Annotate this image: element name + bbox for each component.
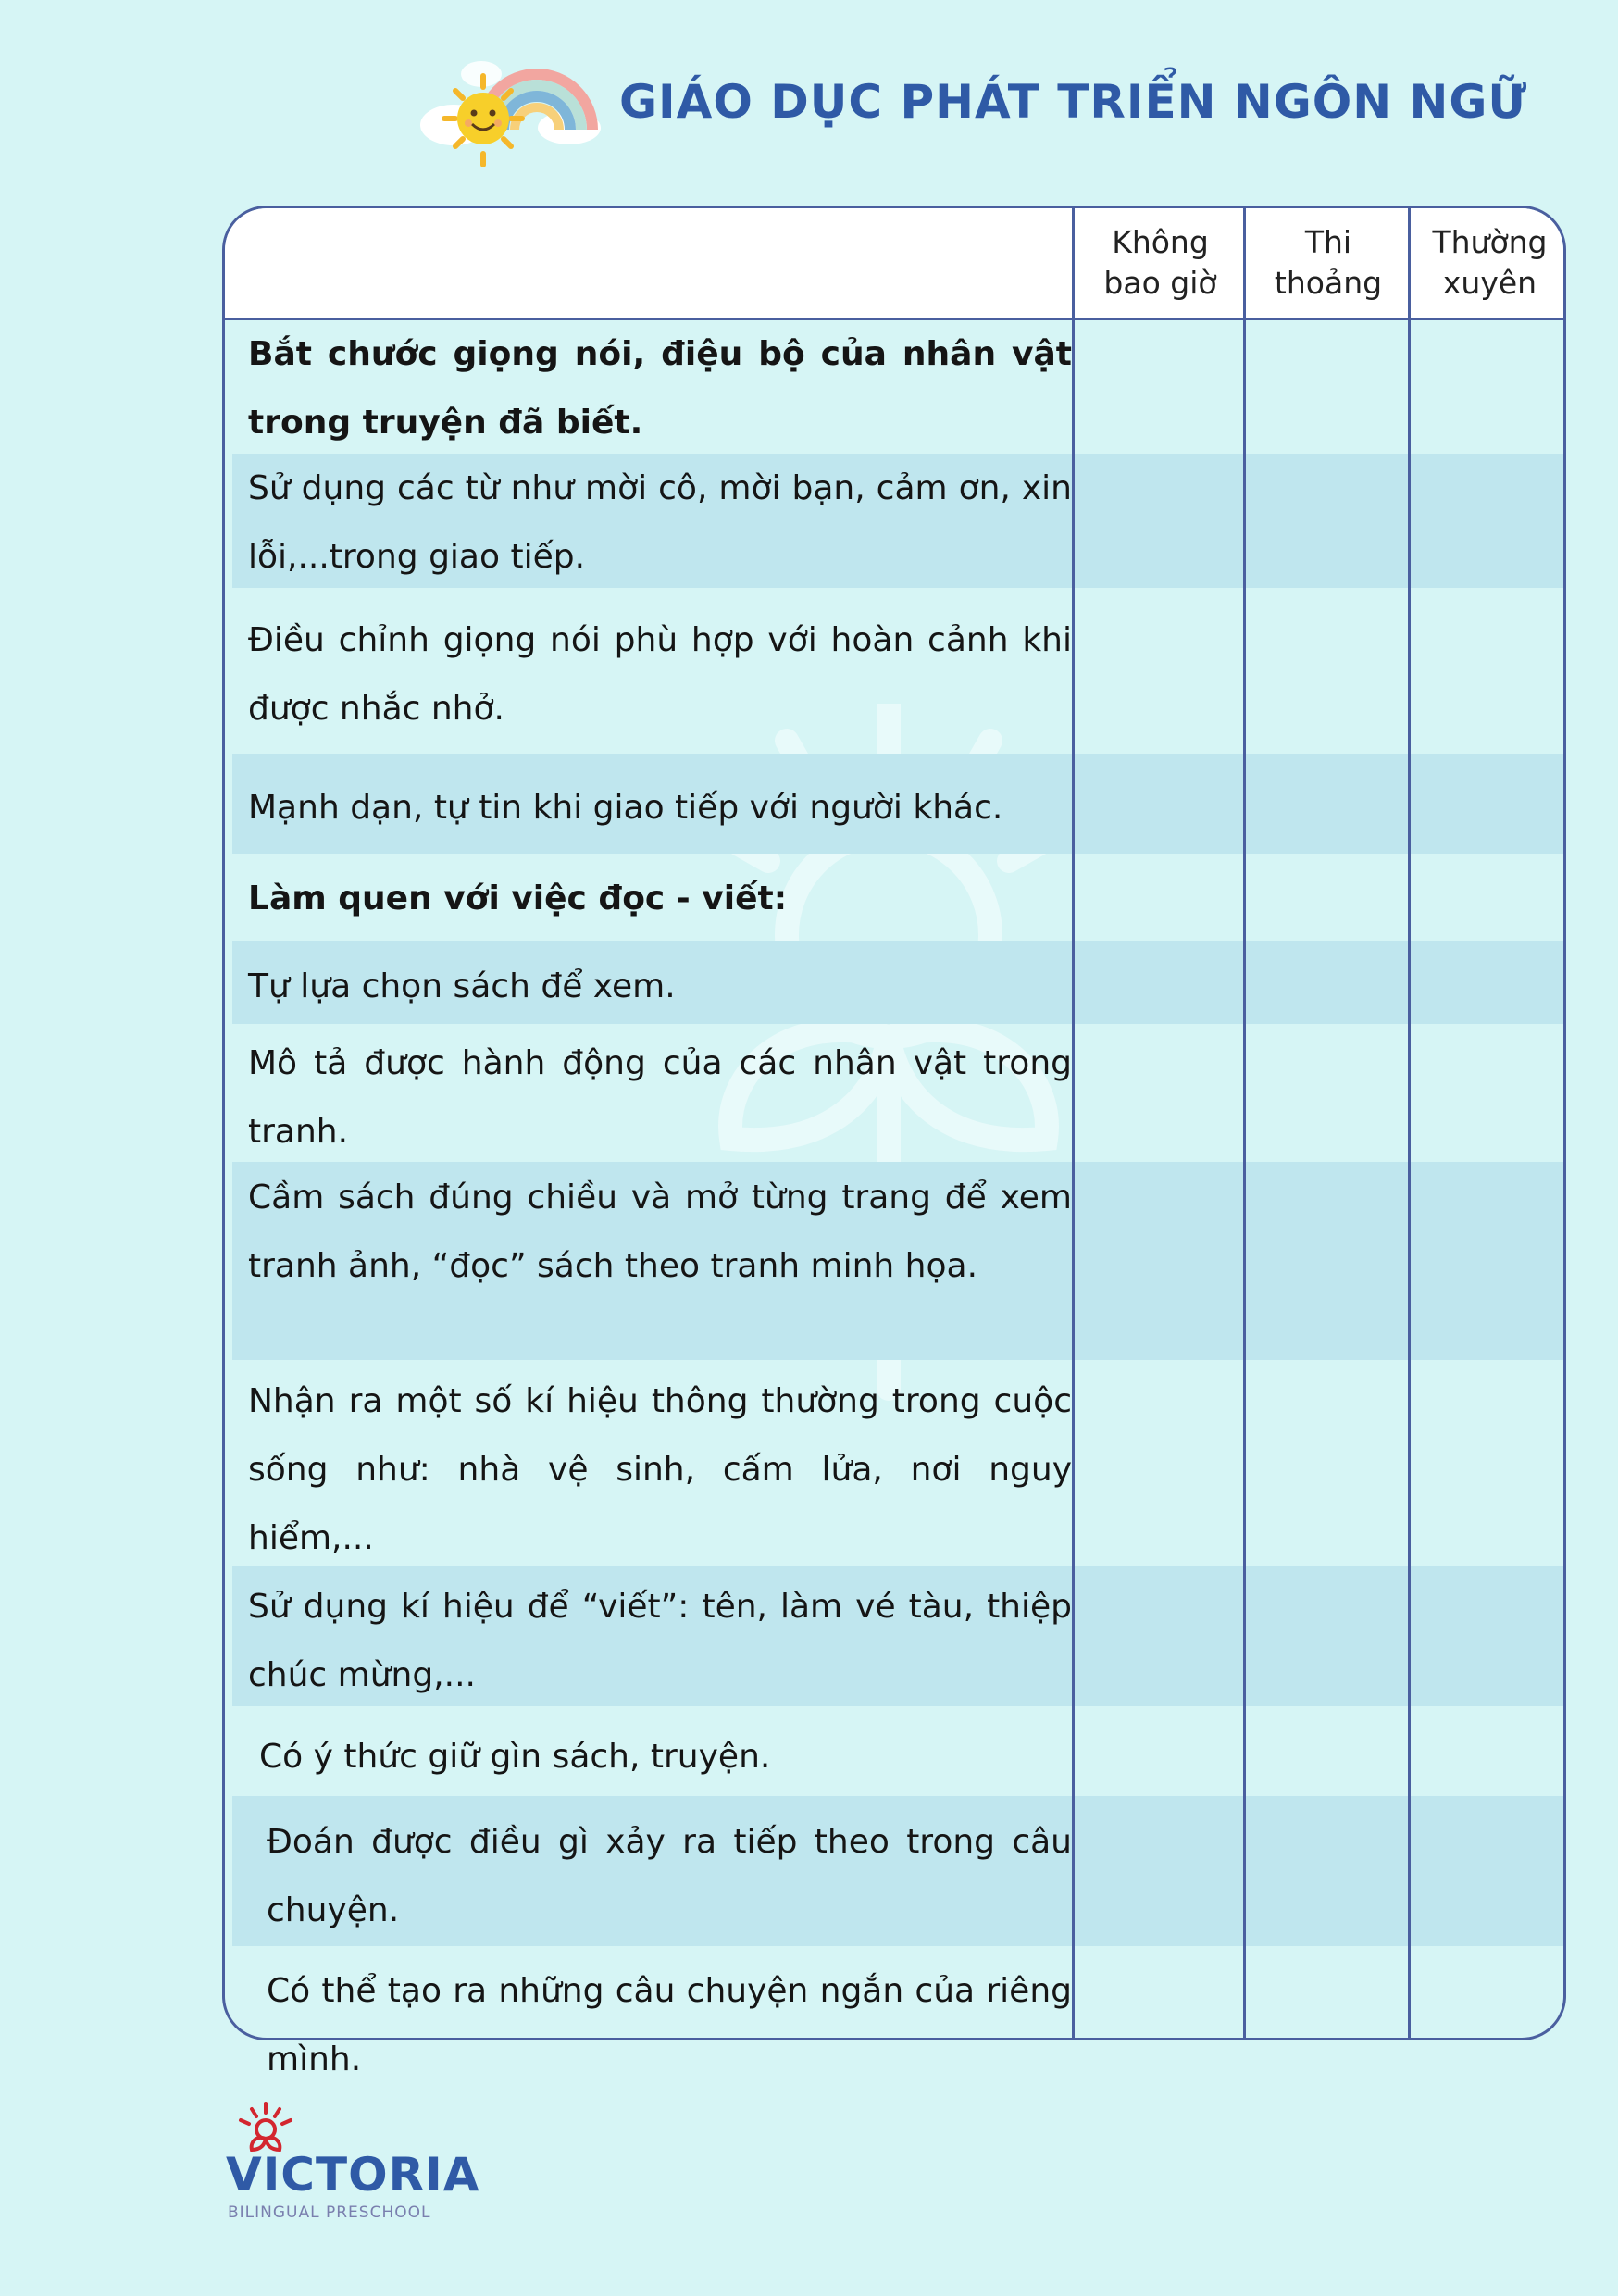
- page-title: GIÁO DỤC PHÁT TRIỂN NGÔN NGỮ: [619, 75, 1528, 129]
- row-label: Bắt chước giọng nói, điệu bộ của nhân vật trong truyện đã biết.: [248, 335, 1072, 442]
- column-header-never: Không bao giờ: [1103, 224, 1217, 301]
- row-label: Nhận ra một số kí hiệu thông thường trong cuộc sống như: nhà vệ sinh, cấm lửa, nơi nguy hiểm,...: [248, 1382, 1072, 1557]
- row-label: Sử dụng các từ như mời cô, mời bạn, cảm ơn, xin lỗi,...trong giao tiếp.: [248, 469, 1072, 576]
- row-label: Sử dụng kí hiệu để “viết”: tên, làm vé tàu, thiệp chúc mừng,...: [248, 1588, 1072, 1694]
- row-label: Tự lựa chọn sách để xem.: [248, 967, 676, 1005]
- row-label: Điều chỉnh giọng nói phù hợp với hoàn cảnh khi được nhắc nhở.: [248, 621, 1072, 728]
- logo-tagline: BILINGUAL PRESCHOOL: [228, 2203, 431, 2222]
- column-header-often: Thường xuyên: [1432, 224, 1548, 301]
- row-label: Mạnh dạn, tự tin khi giao tiếp với người khác.: [248, 789, 1003, 827]
- row-label: Có thể tạo ra những câu chuyện ngắn của riêng mình.: [267, 1972, 1072, 2078]
- row-label: Cầm sách đúng chiều và mở từng trang để xem tranh ảnh, “đọc” sách theo tranh minh họa.: [248, 1179, 1072, 1285]
- row-label: Mô tả được hành động của các nhân vật trong tranh.: [248, 1044, 1072, 1151]
- row-label: Làm quen với việc đọc - viết:: [248, 880, 788, 917]
- sun-rainbow-icon: [417, 37, 606, 167]
- column-divider: [1243, 208, 1246, 2038]
- column-header-sometimes: Thi thoảng: [1274, 224, 1383, 301]
- page-header: [417, 37, 1527, 167]
- victoria-logo: [226, 2102, 480, 2222]
- row-label: Có ý thức giữ gìn sách, truyện.: [259, 1738, 771, 1776]
- column-divider: [1408, 208, 1411, 2038]
- row-label: Đoán được điều gì xảy ra tiếp theo trong câu chuyện.: [267, 1823, 1072, 1929]
- logo-wordmark: VICTORIA: [226, 2148, 480, 2202]
- column-divider: [1072, 208, 1075, 2038]
